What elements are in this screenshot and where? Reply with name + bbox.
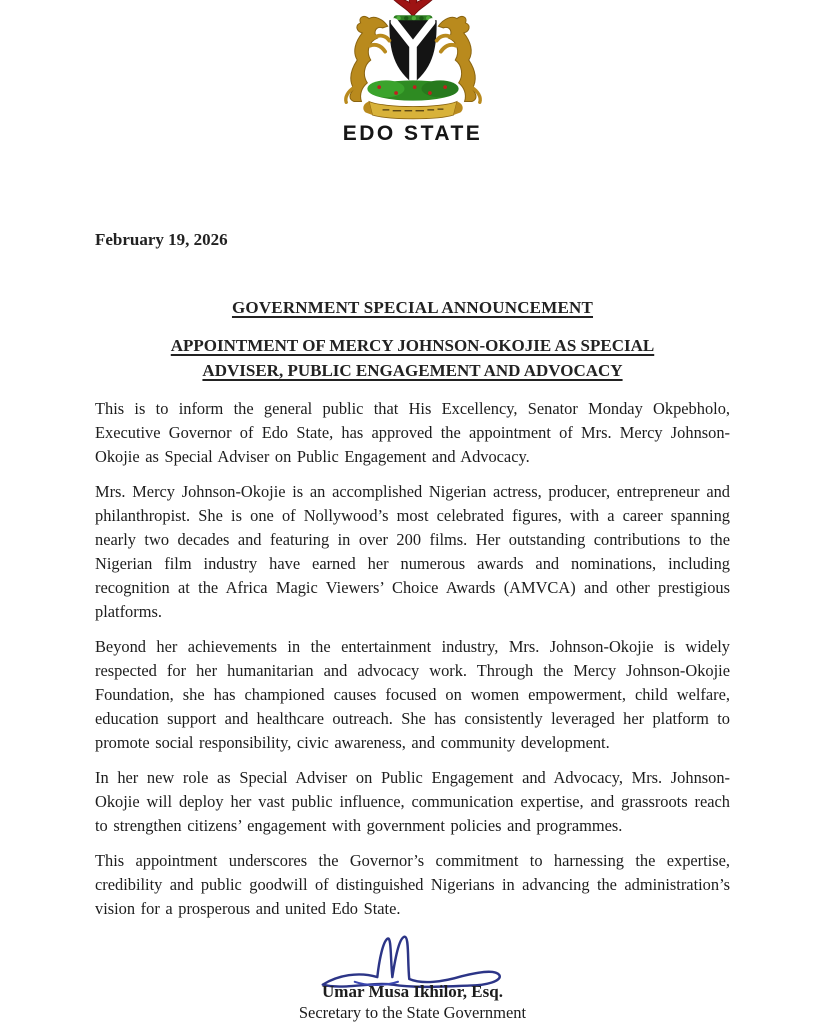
crest-caption: EDO STATE	[342, 122, 483, 145]
appointment-heading-line1: APPOINTMENT OF MERCY JOHNSON-OKOJIE AS SPECIAL	[170, 336, 655, 355]
signatory-title: Secretary to the State Government	[298, 1003, 527, 1022]
appointment-heading-line2: ADVISER, PUBLIC ENGAGEMENT AND ADVOCACY	[202, 361, 623, 380]
body-paragraph-1: This is to inform the general public that His Excellency, Senator Monday Okpebholo, Executive Governor of Edo State, has approved the appointment of Mrs. Mercy Johnson-Okojie as Special Adviser on Public Engagement and Advocacy.	[95, 399, 730, 466]
body-paragraph-4: In her new role as Special Adviser on Public Engagement and Advocacy, Mrs. Johnson-Okojie will deploy her vast public influence, communication expertise, and grassroots reach to strengthen citizens’ engagement with government policies and programmes.	[95, 768, 730, 835]
body-paragraph-3: Beyond her achievements in the entertainment industry, Mrs. Johnson-Okojie is widely respected for her humanitarian and advocacy work. Through the Mercy Johnson-Okojie Foundation, she has championed causes focused on women empowerment, child welfare, education support and healthcare outreach. She has consistently leveraged her platform to promote social responsibility, civic awareness, and community development.	[95, 637, 730, 752]
signature-block	[95, 932, 730, 1023]
signatory-name: Umar Musa Ikhilor, Esq.	[322, 982, 503, 1001]
body-paragraph-2: Mrs. Mercy Johnson-Okojie is an accomplished Nigerian actress, producer, entrepreneur and philanthropist. She is one of Nollywood’s most celebrated figures, with a career spanning nearly two decades and featuring in over 200 films. Her outstanding contributions to the Nigerian film industry have earned her numerous awards and nominations, including recognition at the Africa Magic Viewers’ Choice Awards (AMVCA) and other prestigious platforms.	[95, 482, 730, 621]
document-date: February 19, 2026	[95, 230, 228, 249]
announcement-heading-text: GOVERNMENT SPECIAL ANNOUNCEMENT	[231, 298, 594, 317]
body-paragraph-5: This appointment underscores the Governor’s commitment to harnessing the expertise, credibility and public goodwill of distinguished Nigerians in advancing the administration’s vision for a prosperous and united Edo State.	[95, 851, 730, 918]
announcement-heading	[95, 298, 730, 318]
coat-of-arms-icon	[320, 0, 506, 121]
appointment-heading	[95, 333, 730, 383]
letter-body	[95, 397, 730, 921]
edo-state-crest	[95, 0, 730, 146]
